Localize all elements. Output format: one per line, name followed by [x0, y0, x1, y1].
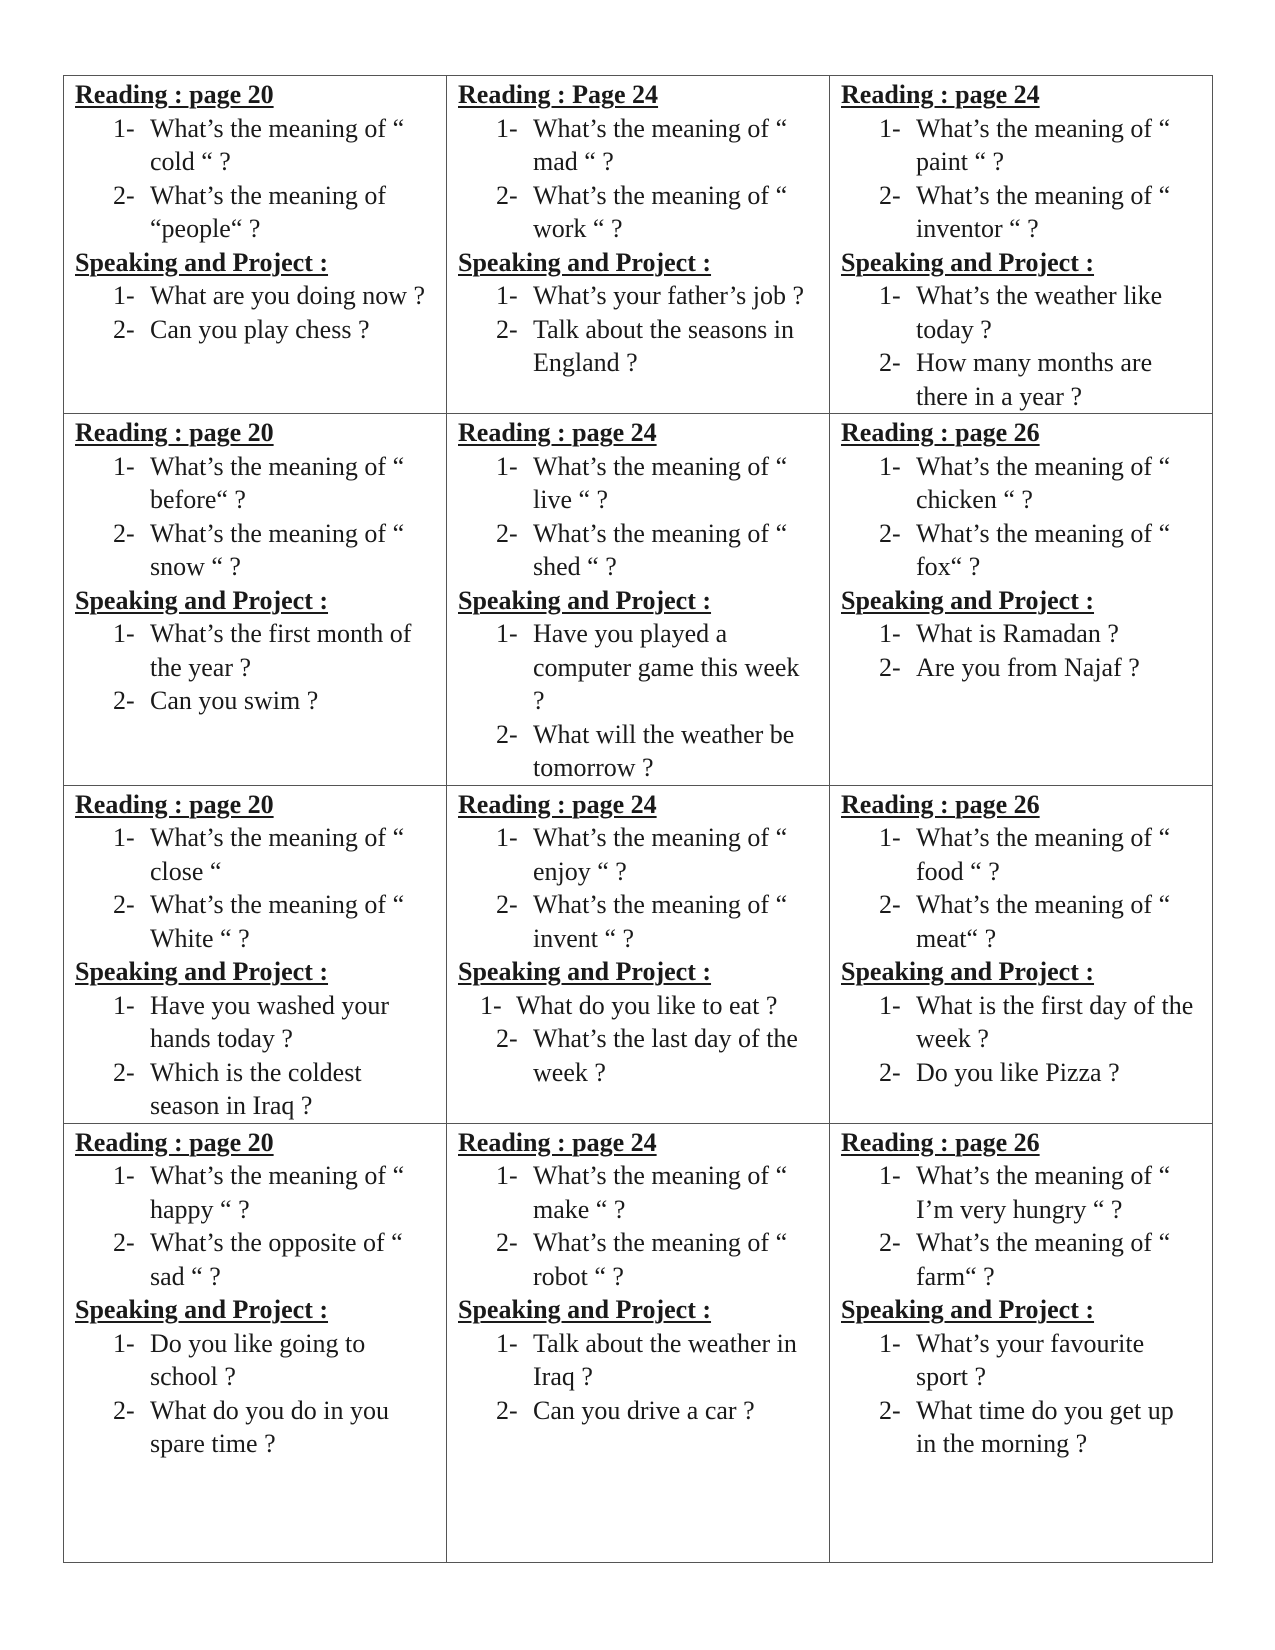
list-item: [841, 450, 1202, 517]
reading-heading: Reading : page 24: [458, 1127, 657, 1157]
list-item: [458, 718, 819, 785]
list-item: [75, 684, 436, 718]
reading-heading: Reading : page 20: [75, 789, 274, 819]
question-number: 2-: [113, 1395, 135, 1425]
table-row: [64, 414, 1213, 786]
question-text: What’s the meaning of “ before“ ?: [150, 451, 405, 514]
reading-questions: [75, 112, 436, 246]
question-number: 1-: [879, 990, 901, 1020]
list-item: [458, 313, 819, 380]
list-item: [458, 1159, 819, 1226]
reading-heading: Reading : page 24: [841, 80, 1040, 109]
list-item: [841, 279, 1202, 346]
question-number: 1-: [496, 823, 518, 852]
question-text: What is the first day of the week ?: [916, 990, 1194, 1053]
reading-heading: Reading : page 20: [75, 1127, 274, 1157]
question-number: 1-: [879, 281, 901, 310]
question-number: 2-: [113, 1228, 135, 1257]
list-item: [841, 517, 1202, 584]
reading-heading: Reading : page 26: [841, 1127, 1040, 1157]
question-card: [64, 414, 447, 786]
question-number: 2-: [496, 890, 518, 919]
question-text: What will the weather be tomorrow ?: [533, 719, 795, 782]
list-item: [75, 1056, 436, 1123]
question-number: 1-: [480, 990, 502, 1020]
list-item: [458, 112, 819, 179]
speaking-questions: [75, 989, 436, 1123]
list-item: [458, 989, 819, 1023]
question-number: 1-: [879, 113, 901, 143]
question-text: Can you play chess ?: [150, 314, 370, 344]
question-text: What’s the meaning of “ White “ ?: [150, 890, 405, 953]
question-text: What is Ramadan ?: [916, 619, 1119, 648]
list-item: [841, 1394, 1202, 1461]
speaking-heading: Speaking and Project :: [458, 247, 712, 277]
list-item: [75, 112, 436, 179]
question-number: 2-: [496, 1228, 518, 1257]
table-row: [64, 1123, 1213, 1562]
speaking-heading: Speaking and Project :: [75, 585, 329, 615]
reading-heading: Reading : page 26: [841, 418, 1040, 447]
question-card: [447, 785, 830, 1123]
question-text: What’s the first month of the year ?: [150, 619, 412, 682]
question-text: What’s your father’s job ?: [533, 281, 804, 310]
question-text: What’s the meaning of “ chicken “ ?: [916, 451, 1171, 514]
question-number: 1-: [496, 281, 518, 310]
table-row: [64, 785, 1213, 1123]
question-number: 2-: [496, 719, 518, 749]
list-item: [841, 821, 1202, 888]
question-text: Have you washed your hands today ?: [150, 990, 389, 1053]
list-item: [458, 517, 819, 584]
reading-heading: Reading : page 26: [841, 789, 1040, 819]
reading-questions: [841, 112, 1202, 246]
question-text: What’s the meaning of “ snow “ ?: [150, 518, 405, 581]
question-text: What are you doing now ?: [150, 281, 426, 310]
list-item: [75, 1159, 436, 1226]
question-number: 2-: [496, 1395, 518, 1425]
speaking-heading: Speaking and Project :: [458, 1295, 712, 1324]
question-number: 1-: [113, 1161, 135, 1190]
question-number: 1-: [113, 619, 135, 648]
table-row: [64, 76, 1213, 414]
list-item: [75, 617, 436, 684]
question-text: What do you like to eat ?: [516, 990, 778, 1020]
question-card: [447, 76, 830, 414]
speaking-heading: Speaking and Project :: [75, 247, 329, 277]
speaking-heading: Speaking and Project :: [841, 957, 1095, 986]
question-number: 1-: [113, 451, 135, 481]
question-text: What time do you get up in the morning ?: [916, 1395, 1174, 1458]
question-text: How many months are there in a year ?: [916, 348, 1153, 411]
question-text: Have you played a computer game this week ?: [533, 619, 800, 715]
question-number: 1-: [113, 823, 135, 852]
list-item: [841, 1056, 1202, 1090]
question-card: [447, 414, 830, 786]
list-item: [841, 1226, 1202, 1293]
list-item: [75, 1327, 436, 1394]
question-number: 1-: [496, 113, 518, 143]
speaking-heading: Speaking and Project :: [458, 585, 712, 615]
question-number: 2-: [879, 1395, 901, 1425]
list-item: [841, 1327, 1202, 1394]
question-number: 2-: [879, 518, 901, 548]
list-item: [841, 1159, 1202, 1226]
question-number: 1-: [496, 451, 518, 481]
question-number: 2-: [879, 1057, 901, 1087]
question-text: What’s the weather like today ?: [916, 281, 1163, 344]
question-number: 1-: [113, 1328, 135, 1358]
question-text: Are you from Najaf ?: [916, 652, 1140, 682]
question-text: What’s the meaning of “ invent “ ?: [533, 890, 788, 953]
reading-questions: [458, 450, 819, 584]
question-text: What’s the meaning of “ robot “ ?: [533, 1228, 788, 1291]
speaking-questions: [75, 1327, 436, 1461]
reading-questions: [75, 450, 436, 584]
question-number: 1-: [496, 1161, 518, 1190]
question-text: Talk about the weather in Iraq ?: [533, 1328, 797, 1391]
question-number: 2-: [496, 1024, 518, 1053]
reading-questions: [841, 1159, 1202, 1293]
list-item: [458, 179, 819, 246]
question-text: What’s the meaning of “ work “ ?: [533, 180, 788, 243]
speaking-questions: [841, 989, 1202, 1090]
reading-heading: Reading : page 20: [75, 80, 274, 109]
list-item: [841, 651, 1202, 685]
list-item: [75, 313, 436, 347]
list-item: [458, 617, 819, 718]
reading-questions: [458, 821, 819, 955]
list-item: [75, 450, 436, 517]
list-item: [75, 821, 436, 888]
list-item: [841, 989, 1202, 1056]
speaking-questions: [841, 1327, 1202, 1461]
question-number: 1-: [879, 451, 901, 481]
question-text: Talk about the seasons in England ?: [533, 314, 795, 377]
list-item: [841, 888, 1202, 955]
question-text: What’s the meaning of “ food “ ?: [916, 823, 1171, 886]
question-text: What’s the meaning of “ inventor “ ?: [916, 180, 1171, 243]
list-item: [75, 279, 436, 313]
reading-questions: [75, 821, 436, 955]
speaking-questions: [458, 1327, 819, 1428]
list-item: [841, 617, 1202, 651]
question-number: 2-: [113, 1057, 135, 1087]
question-number: 2-: [496, 518, 518, 548]
speaking-heading: Speaking and Project :: [841, 1295, 1095, 1324]
speaking-questions: [841, 617, 1202, 684]
question-text: Can you drive a car ?: [533, 1395, 755, 1425]
list-item: [458, 450, 819, 517]
question-text: What’s the opposite of “ sad “ ?: [150, 1228, 403, 1291]
list-item: [458, 821, 819, 888]
speaking-heading: Speaking and Project :: [75, 1295, 329, 1324]
question-number: 1-: [113, 281, 135, 310]
list-item: [841, 179, 1202, 246]
list-item: [75, 989, 436, 1056]
reading-questions: [841, 821, 1202, 955]
speaking-heading: Speaking and Project :: [75, 957, 329, 986]
question-card: [64, 1123, 447, 1562]
question-card: [64, 785, 447, 1123]
list-item: [458, 1327, 819, 1394]
question-number: 1-: [879, 1328, 901, 1358]
question-text: What’s the meaning of “ mad “ ?: [533, 113, 788, 176]
speaking-questions: [458, 989, 819, 1090]
speaking-heading: Speaking and Project :: [841, 247, 1095, 277]
speaking-heading: Speaking and Project :: [841, 585, 1095, 615]
speaking-questions: [75, 279, 436, 346]
question-text: What’s the meaning of “ fox“ ?: [916, 518, 1171, 581]
question-number: 2-: [113, 518, 135, 548]
question-number: 1-: [113, 990, 135, 1020]
question-number: 1-: [113, 113, 135, 143]
question-card: [64, 76, 447, 414]
reading-questions: [458, 1159, 819, 1293]
question-text: What’s the meaning of “ cold “ ?: [150, 113, 405, 176]
speaking-questions: [458, 617, 819, 785]
question-number: 2-: [113, 890, 135, 919]
question-text: What’s the meaning of “people“ ?: [150, 180, 387, 243]
reading-heading: Reading : page 24: [458, 789, 657, 819]
question-number: 1-: [496, 1328, 518, 1358]
reading-questions: [458, 112, 819, 246]
reading-heading: Reading : page 20: [75, 418, 274, 447]
list-item: [458, 888, 819, 955]
question-text: What’s the meaning of “ live “ ?: [533, 451, 788, 514]
list-item: [458, 279, 819, 313]
speaking-heading: Speaking and Project :: [458, 957, 712, 986]
question-text: Do you like Pizza ?: [916, 1057, 1120, 1087]
question-number: 2-: [496, 314, 518, 344]
question-number: 2-: [113, 180, 135, 210]
question-number: 2-: [879, 652, 901, 682]
question-number: 2-: [879, 1228, 901, 1257]
question-text: What’s the meaning of “ farm“ ?: [916, 1228, 1171, 1291]
question-text: What’s the meaning of “ make “ ?: [533, 1161, 788, 1224]
question-number: 2-: [879, 180, 901, 210]
question-text: What’s the meaning of “ happy “ ?: [150, 1161, 405, 1224]
question-number: 1-: [879, 823, 901, 852]
question-number: 2-: [879, 890, 901, 919]
list-item: [841, 346, 1202, 413]
speaking-questions: [841, 279, 1202, 413]
list-item: [75, 1226, 436, 1293]
question-text: Can you swim ?: [150, 686, 319, 715]
question-cards-table: [63, 75, 1213, 1563]
list-item: [75, 179, 436, 246]
question-card: [830, 76, 1213, 414]
speaking-questions: [458, 279, 819, 380]
reading-questions: [841, 450, 1202, 584]
question-text: What’s the meaning of “ shed “ ?: [533, 518, 788, 581]
question-card: [830, 1123, 1213, 1562]
list-item: [75, 1394, 436, 1461]
question-number: 1-: [879, 619, 901, 648]
question-text: What do you do in you spare time ?: [150, 1395, 390, 1458]
question-number: 1-: [879, 1161, 901, 1190]
question-text: What’s your favourite sport ?: [916, 1328, 1145, 1391]
question-text: What’s the meaning of “ meat“ ?: [916, 890, 1171, 953]
list-item: [458, 1022, 819, 1089]
question-number: 2-: [879, 348, 901, 377]
question-card: [830, 414, 1213, 786]
question-number: 2-: [496, 180, 518, 210]
list-item: [75, 517, 436, 584]
question-card: [447, 1123, 830, 1562]
question-number: 1-: [496, 619, 518, 648]
list-item: [841, 112, 1202, 179]
question-text: What’s the meaning of “ close “: [150, 823, 405, 886]
speaking-questions: [75, 617, 436, 718]
question-number: 2-: [113, 686, 135, 715]
question-text: What’s the meaning of “ I’m very hungry “ ?: [916, 1161, 1171, 1224]
reading-questions: [75, 1159, 436, 1293]
question-text: What’s the last day of the week ?: [533, 1024, 798, 1087]
question-text: Which is the coldest season in Iraq ?: [150, 1057, 362, 1120]
reading-heading: Reading : Page 24: [458, 80, 659, 109]
reading-heading: Reading : page 24: [458, 418, 657, 447]
question-number: 2-: [113, 314, 135, 344]
list-item: [75, 888, 436, 955]
question-text: What’s the meaning of “ paint “ ?: [916, 113, 1171, 176]
list-item: [458, 1226, 819, 1293]
list-item: [458, 1394, 819, 1428]
question-card: [830, 785, 1213, 1123]
question-text: What’s the meaning of “ enjoy “ ?: [533, 823, 788, 886]
question-text: Do you like going to school ?: [150, 1328, 366, 1391]
